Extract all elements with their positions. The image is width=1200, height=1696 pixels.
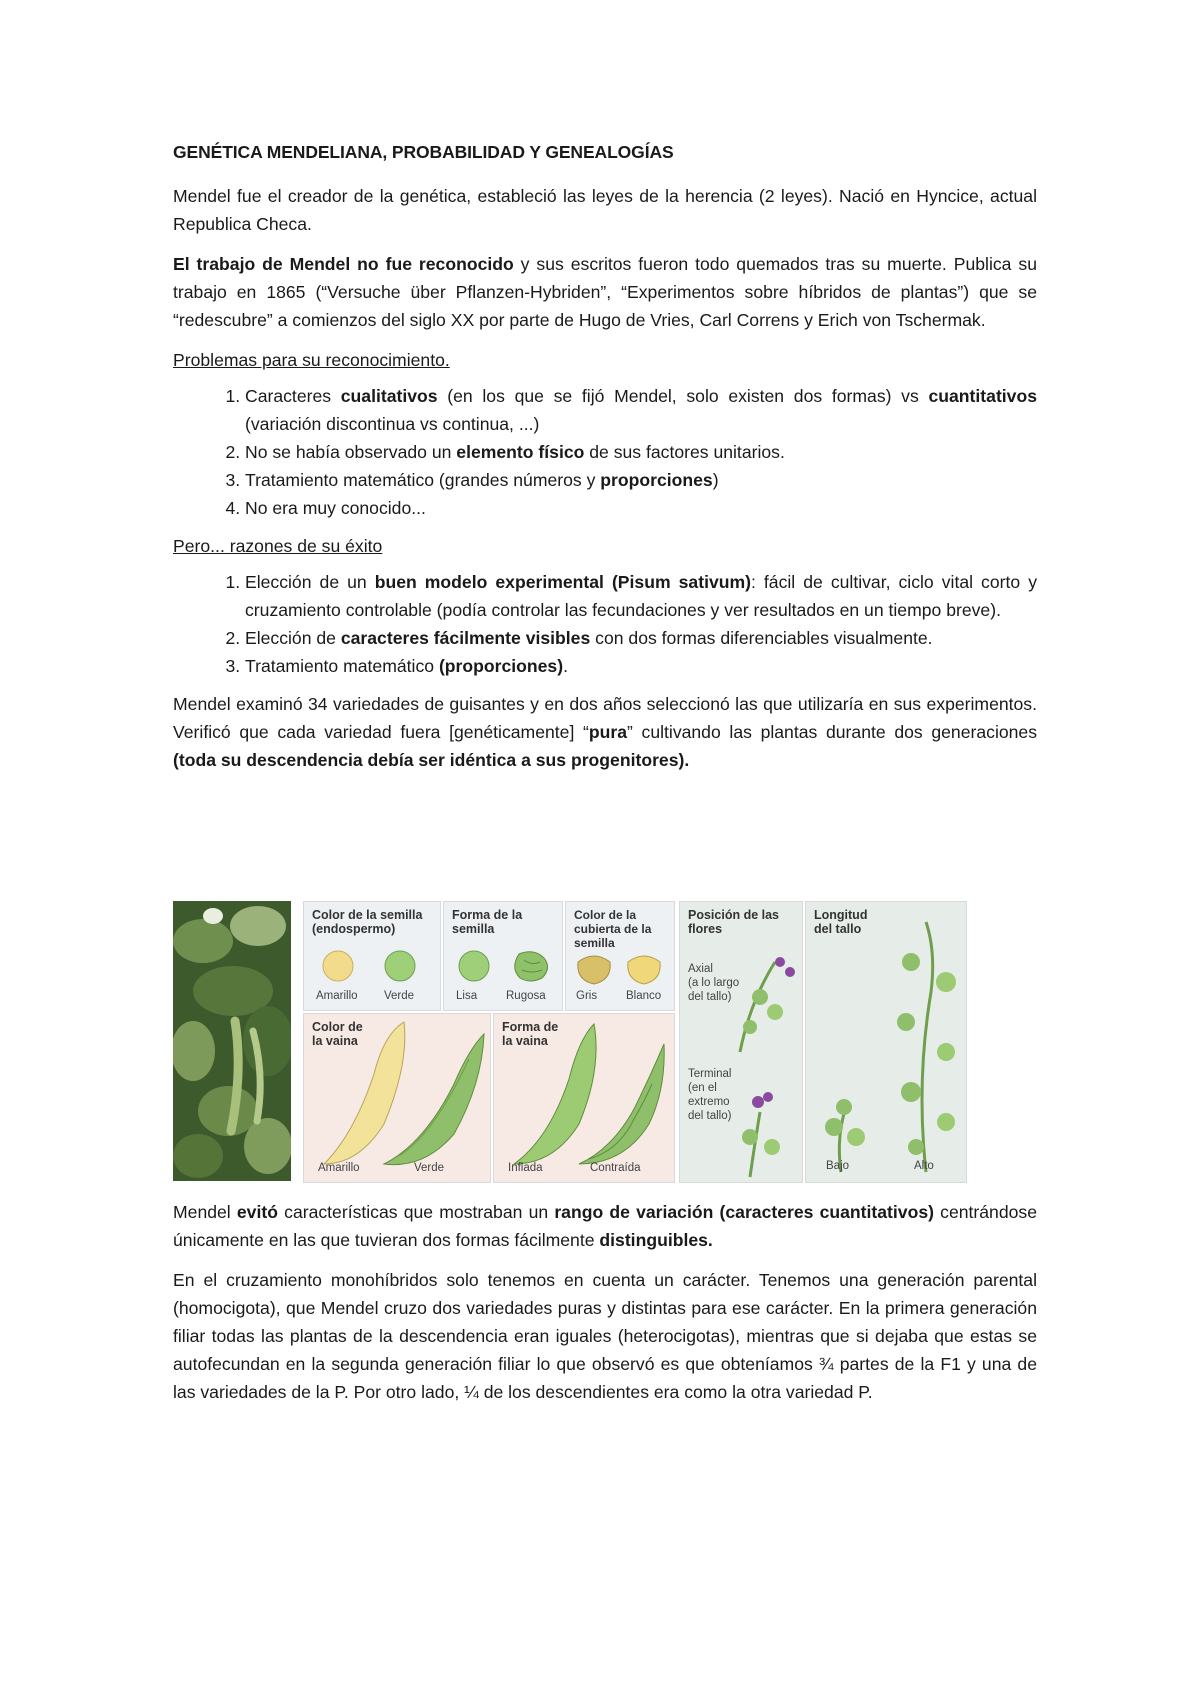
document-body-lower xyxy=(173,1198,1037,1418)
history-text: y sus escritos fueron todo quemados tras su muerte. Publica su trabajo en 1865 (“Versuche über Pflanzen-Hybriden”, “Experimentos sobre híbridos de plantas”) que se “redescubre” a comienzos del siglo XX por parte de Hugo de Vries, Carl Correns y Erich von Tschermak. xyxy=(173,254,1037,330)
seed-color-label: Color de la semilla (endospermo) xyxy=(312,908,423,936)
list-item: 1. Caracteres cualitativos (en los que se fijó Mendel, solo existen dos formas) vs cuantitativos (variación discontinua vs continua, ...) xyxy=(245,382,1037,438)
caption: Inflada xyxy=(508,1162,543,1174)
pod-color-label: Color de la vaina xyxy=(312,1020,363,1048)
list-item: 3. Tratamiento matemático (grandes números y proporciones) xyxy=(245,466,1037,494)
seed-icon xyxy=(318,946,428,986)
caption: Amarillo xyxy=(316,990,358,1002)
list-item: 2. No se había observado un elemento físico de sus factores unitarios. xyxy=(245,438,1037,466)
pod-color-panel xyxy=(303,1013,491,1183)
caption: Alto xyxy=(914,1160,934,1172)
list-item: 1. Elección de un buen modelo experimental (Pisum sativum): fácil de cultivar, ciclo vital corto y cruzamiento controlable (podía controlar las fecundaciones y ver resultados en un tiempo breve). xyxy=(245,568,1037,624)
pea-pod-icon xyxy=(304,1014,490,1182)
document-title: GENÉTICA MENDELIANA, PROBABILIDAD Y GENEALOGÍAS xyxy=(173,142,674,162)
pod-shape-label: Forma de la vaina xyxy=(502,1020,559,1048)
history-paragraph xyxy=(173,250,1037,334)
flower-position-label: Posición de las flores xyxy=(688,908,780,936)
caption: Terminal (en el extremo del tallo) xyxy=(688,1068,732,1122)
flower-position-panel xyxy=(679,901,803,1183)
caption: Contraída xyxy=(590,1162,641,1174)
list-item: 3. Tratamiento matemático (proporciones). xyxy=(245,652,1037,680)
seed-icon xyxy=(454,946,554,986)
stem-plant-icon xyxy=(806,902,966,1182)
stem-length-label: Longitud del tallo xyxy=(814,908,868,936)
intro-paragraph: Mendel fue el creador de la genética, estableció las leyes de la herencia (2 leyes). Nació en Hyncice, actual Republica Checa. xyxy=(173,186,1037,234)
list-item: 4. No era muy conocido... xyxy=(245,494,1037,522)
document-body xyxy=(173,142,1037,786)
monohybrid-paragraph: En el cruzamiento monohíbridos solo tenemos en cuenta un carácter. Tenemos una generación parental (homocigota), que Mendel cruzo dos variedades puras y distintas para ese carácter. En la primera generación filiar todas las plantas de la descendencia eran iguales (heterocigotas), mientras que si dejaba que estas se autofecundan en la segunda generación filiar lo que observó es que obteníamos ¾ partes de la F1 y una de las variedades de la P. Por otro lado, ¼ de los descendientes era como la otra variedad P. xyxy=(173,1270,1037,1402)
pea-traits-figure xyxy=(173,901,1029,1181)
success-list xyxy=(173,568,1037,680)
caption: Rugosa xyxy=(506,990,546,1002)
coat-color-panel xyxy=(565,901,675,1011)
stem-length-panel xyxy=(805,901,967,1183)
coat-color-label: Color de la cubierta de la semilla xyxy=(574,908,652,950)
caption: Verde xyxy=(414,1162,445,1174)
pea-pod-icon xyxy=(494,1014,674,1182)
caption: Lisa xyxy=(456,990,478,1002)
caption: Amarillo xyxy=(318,1162,360,1174)
success-heading: Pero... razones de su éxito xyxy=(173,536,383,556)
seed-coat-icon xyxy=(572,950,668,988)
pea-plant-photo xyxy=(173,901,291,1181)
varieties-paragraph: Mendel examinó 34 variedades de guisantes y en dos años seleccionó las que utilizaría en sus experimentos. Verificó que cada variedad fuera [genéticamente] “pura” cultivando las plantas durante dos generaciones (toda su descendencia debía ser idéntica a sus progenitores). xyxy=(173,694,1037,770)
caption: Gris xyxy=(576,990,598,1002)
caption: Blanco xyxy=(626,990,662,1002)
list-item: 2. Elección de caracteres fácilmente visibles con dos formas diferenciables visualmente. xyxy=(245,624,1037,652)
problems-list xyxy=(173,382,1037,522)
history-bold: El trabajo de Mendel no fue reconocido xyxy=(173,254,514,274)
pod-shape-panel xyxy=(493,1013,675,1183)
avoided-traits-paragraph: Mendel evitó características que mostraban un rango de variación (caracteres cuantitativos) centrándose únicamente en las que tuvieran dos formas fácilmente distinguibles. xyxy=(173,1202,1037,1250)
caption: Axial (a lo largo del tallo) xyxy=(688,963,740,1003)
problems-heading: Problemas para su reconocimiento. xyxy=(173,350,450,370)
caption: Bajo xyxy=(826,1160,850,1172)
seed-shape-label: Forma de la semilla xyxy=(452,908,523,936)
seed-color-panel xyxy=(303,901,441,1011)
flower-plant-icon xyxy=(680,902,802,1182)
seed-shape-panel xyxy=(443,901,563,1011)
caption: Verde xyxy=(384,990,415,1002)
